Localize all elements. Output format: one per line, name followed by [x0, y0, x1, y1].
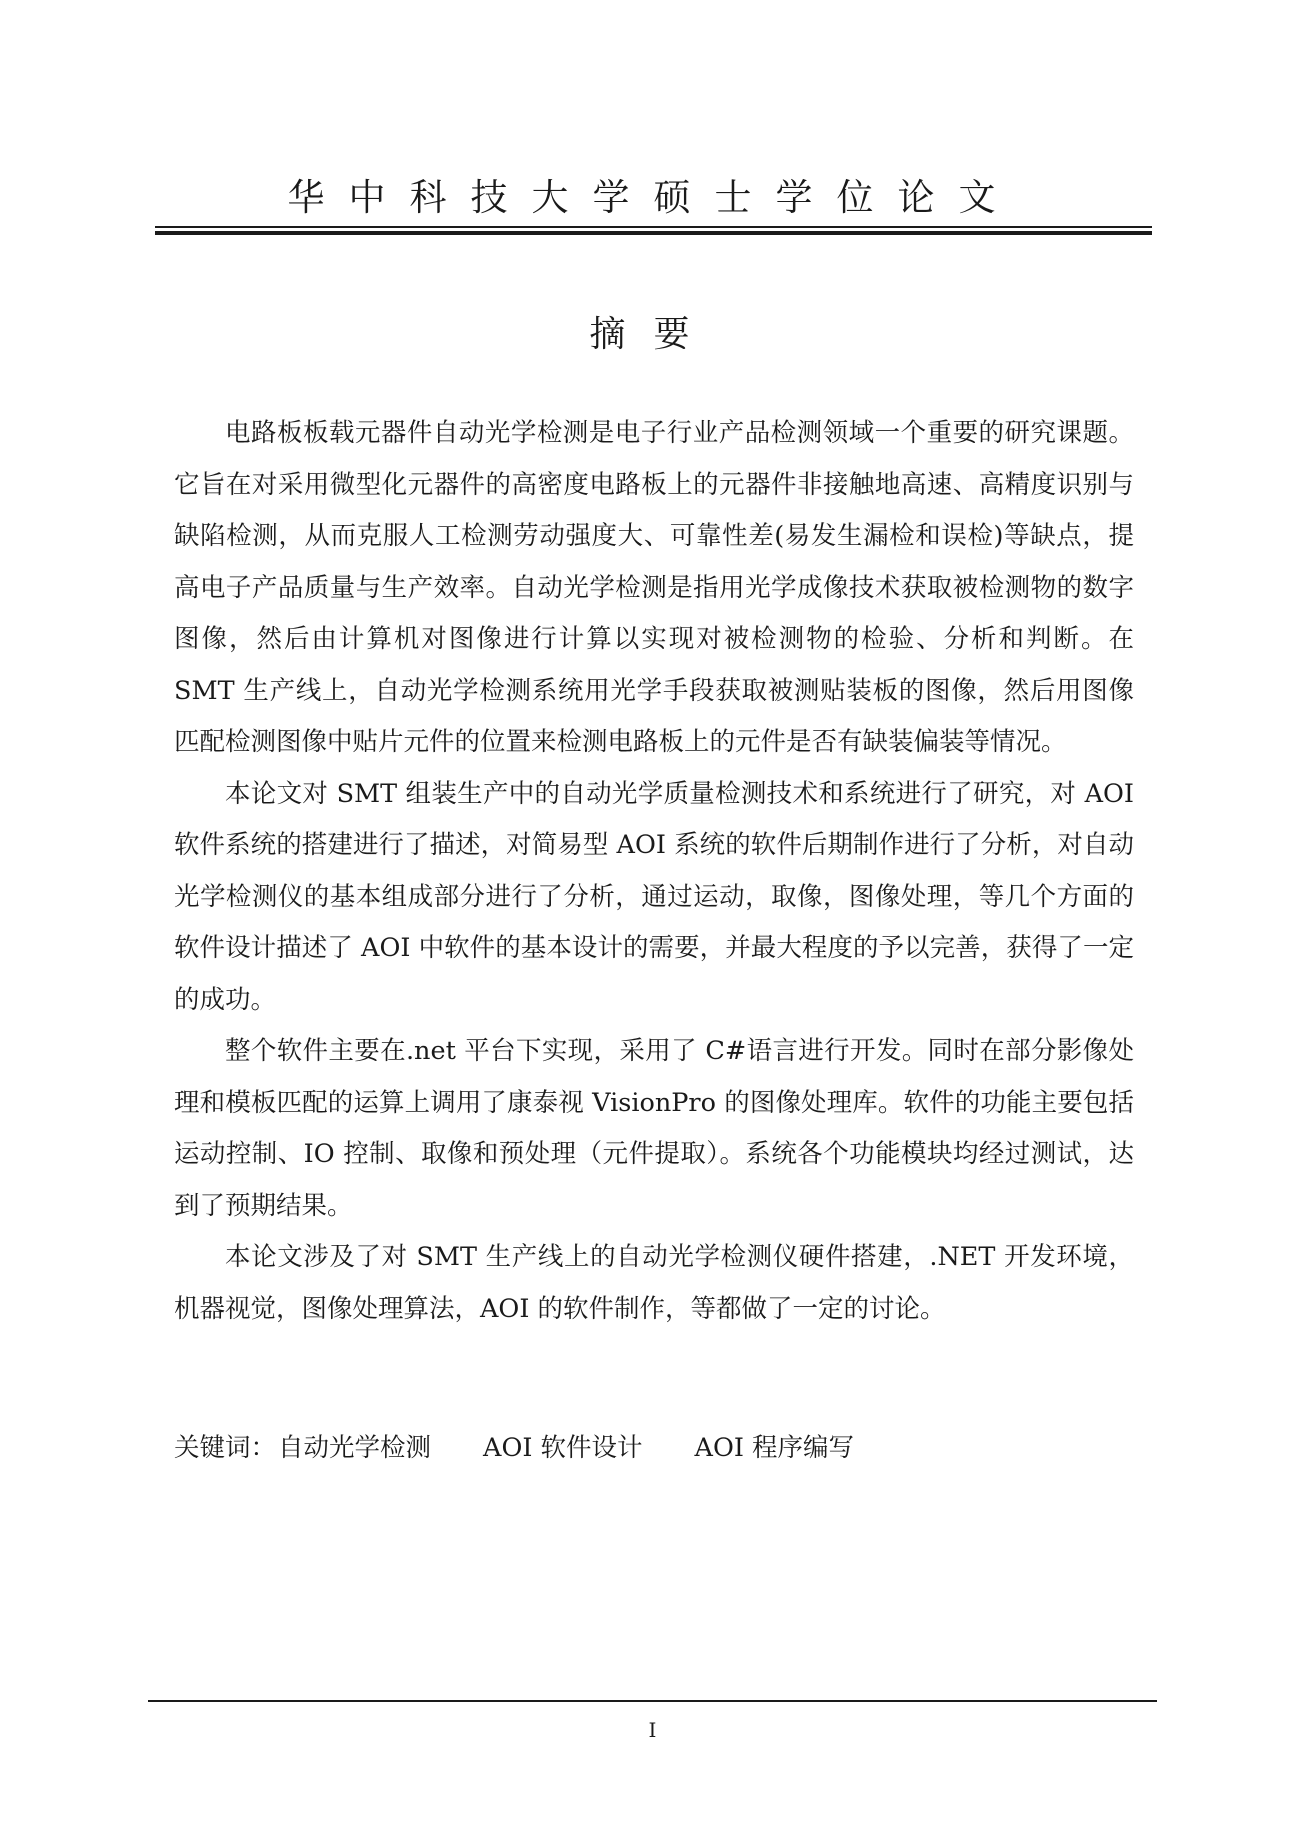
keyword-item: AOI 软件设计 [483, 1433, 643, 1463]
abstract-heading: 摘要 [589, 314, 718, 355]
keyword-item: 自动光学检测 [278, 1433, 432, 1463]
abstract-paragraph-1: 电路板板载元器件自动光学检测是电子行业产品检测领域一个重要的研究课题。它旨在对采用微型化元器件的高密度电路板上的元器件非接触地高速、高精度识别与缺陷检测，从而克服人工检测劳动强度大、可靠性差(易发生漏检和误检)等缺点，提高电子产品质量与生产效率。自动光学检测是指用光学成像技术获取被检测物的数字图像，然后由计算机对图像进行计算以实现对被检测物的检验、分析和判断。在 SMT 生产线上，自动光学检测系统用光学手段获取被测贴装板的图像，然后用图像匹配检测图像中贴片元件的位置来检测电路板上的元件是否有缺装偏装等情况。 [174, 418, 1134, 757]
thesis-header-title: 华中科技大学硕士学位论文 [287, 176, 1020, 219]
abstract-paragraph-3: 整个软件主要在.net 平台下实现，采用了 C#语言进行开发。同时在部分影像处理和模板匹配的运算上调用了康泰视 VisionPro 的图像处理库。软件的功能主要包括运动控制、IO 控制、取像和预处理（元件提取）。系统各个功能模块均经过测试，达到了预期结果。 [174, 1036, 1134, 1221]
header-rule-thick [155, 231, 1152, 235]
keywords-label: 关键词： [174, 1433, 277, 1463]
abstract-body [174, 408, 1134, 1335]
page-number: I [648, 1718, 657, 1742]
footer-rule [148, 1700, 1157, 1702]
abstract-paragraph-2: 本论文对 SMT 组装生产中的自动光学质量检测技术和系统进行了研究，对 AOI 软件系统的搭建进行了描述，对简易型 AOI 系统的软件后期制作进行了分析，对自动光学检测仪的基本组成部分进行了分析，通过运动，取像，图像处理，等几个方面的软件设计描述了 AOI 中软件的基本设计的需要，并最大程度的予以完善，获得了一定的成功。 [174, 778, 1134, 1015]
header-rule-thin [155, 226, 1152, 228]
abstract-paragraph-4: 本论文涉及了对 SMT 生产线上的自动光学检测仪硬件搭建，.NET 开发环境，机器视觉，图像处理算法，AOI 的软件制作，等都做了一定的讨论。 [174, 1242, 1134, 1324]
keywords-line [174, 1426, 854, 1470]
keyword-item: AOI 程序编写 [694, 1433, 855, 1463]
